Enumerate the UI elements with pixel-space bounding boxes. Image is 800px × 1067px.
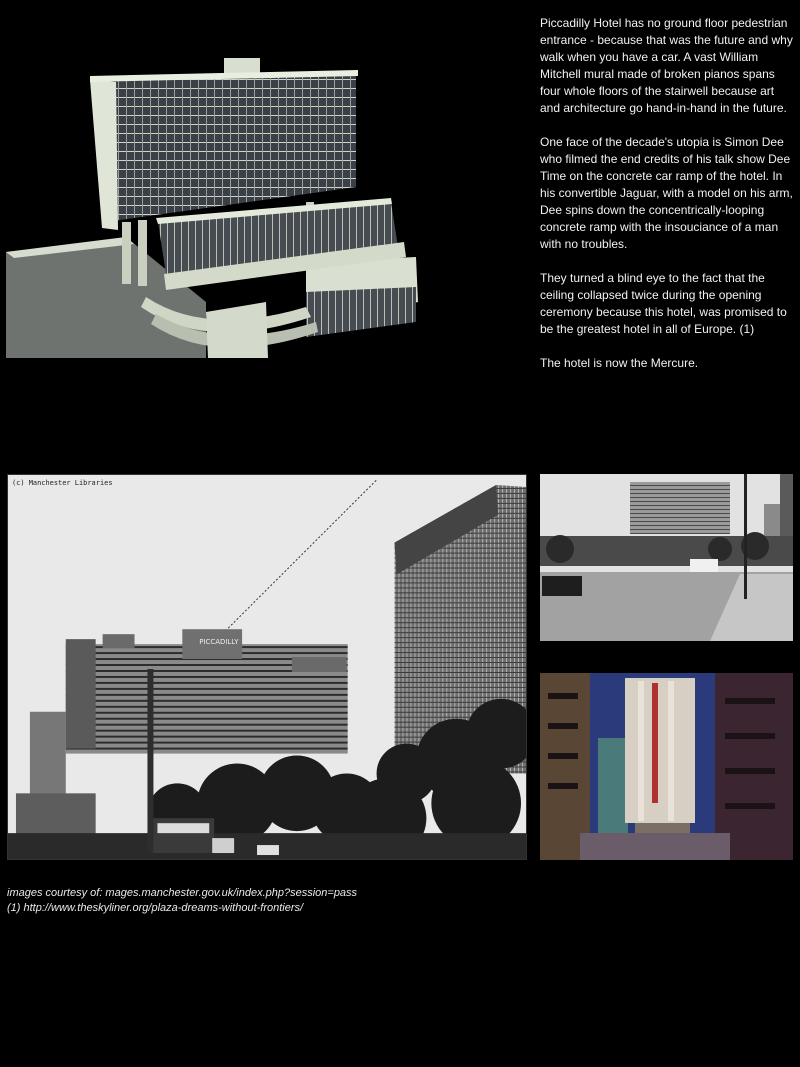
paragraph-1: Piccadilly Hotel has no ground floor pedestrian entrance - because that was the future and why walk when you have a car. A vast William Mitchell mural made of broken pianos spans four whole floors of the stairwell because art and architecture go hand-in-hand in the future. <box>540 16 793 115</box>
hotel-3d-render <box>6 52 420 358</box>
plaza-photo <box>540 474 793 641</box>
historic-street-photo <box>7 474 527 860</box>
credits-line-2: (1) http://www.theskyliner.org/plaza-dreams-without-frontiers/ <box>7 902 304 914</box>
paragraph-4: The hotel is now the Mercure. <box>540 356 699 370</box>
image-credits <box>7 886 707 916</box>
paragraph-3: They turned a blind eye to the fact that the ceiling collapsed twice during the opening ceremony because this hotel, was promised to be the greatest hotel in all of Europe. (1) <box>540 271 787 336</box>
tower-photo <box>540 673 793 860</box>
credits-line-1: images courtesy of: mages.manchester.gov.uk/index.php?session=pass <box>7 887 358 899</box>
paragraph-2: One face of the decade's utopia is Simon Dee who filmed the end credits of his talk show Dee Time on the concrete car ramp of the hotel. In his convertible Jaguar, with a model on his arm, Dee spins down the concentrically-looping concrete ramp with the insouciance of a man with no troubles. <box>540 135 793 251</box>
description-text <box>540 15 795 389</box>
photo-watermark: (c) Manchester Libraries <box>11 478 113 487</box>
rooftop-sign: PICCADILLY <box>199 638 239 647</box>
